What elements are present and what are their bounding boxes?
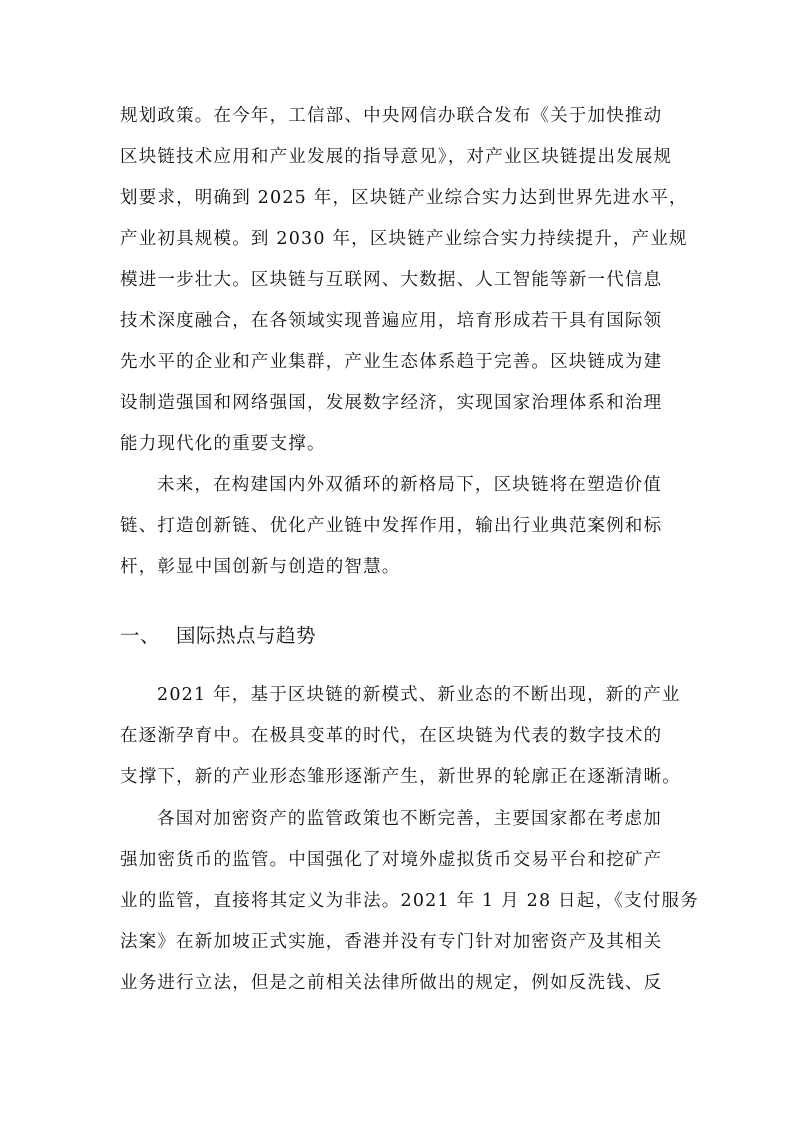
paragraph-4-line-4: 法案》在新加坡正式实施，香港并没有专门针对加密资产及其相关: [120, 932, 663, 952]
paragraph-1-line-7: 先水平的企业和产业集群，产业生态体系趋于完善。区块链成为建: [120, 352, 663, 372]
paragraph-4-line-3: 业的监管，直接将其定义为非法。2021 年 1 月 28 日起，《支付服务: [120, 891, 699, 911]
paragraph-4-line-1: 各国对加密资产的监管政策也不断完善，主要国家都在考虑加: [157, 809, 662, 829]
paragraph-1-line-4: 产业初具规模。到 2030 年，区块链产业综合实力持续提升，产业规: [120, 229, 688, 249]
paragraph-4-line-5: 业务进行立法，但是之前相关法律所做出的规定，例如反洗钱、反: [120, 973, 663, 993]
paragraph-1-line-3: 划要求，明确到 2025 年，区块链产业综合实力达到世界先进水平，: [120, 188, 688, 208]
paragraph-1-line-2: 区块链技术应用和产业发展的指导意见》，对产业区块链提出发展规: [120, 147, 673, 167]
paragraph-3-line-2: 在逐渐孕育中。在极具变革的时代，在区块链为代表的数字技术的: [120, 726, 663, 746]
paragraph-3-line-3: 支撑下，新的产业形态雏形逐渐产生，新世界的轮廓正在逐渐清晰。: [120, 767, 681, 787]
section-title: 国际热点与趋势: [176, 624, 317, 647]
paragraph-2-line-3: 杆，彰显中国创新与创造的智慧。: [120, 557, 401, 577]
paragraph-1-line-9: 能力现代化的重要支撑。: [120, 434, 326, 454]
paragraph-1-line-8: 设制造强国和网络强国，发展数字经济，实现国家治理体系和治理: [120, 393, 663, 413]
paragraph-1-line-1: 规划政策。在今年，工信部、中央网信办联合发布《关于加快推动: [120, 106, 663, 126]
paragraph-2-line-2: 链、打造创新链、优化产业链中发挥作用，输出行业典范案例和标: [120, 516, 663, 536]
paragraph-1-line-6: 技术深度融合，在各领域实现普遍应用，培育形成若干具有国际领: [120, 311, 663, 331]
section-heading: [120, 622, 316, 650]
section-number: 一、: [120, 624, 161, 647]
paragraph-3-line-1: 2021 年，基于区块链的新模式、新业态的不断出现，新的产业: [157, 685, 681, 705]
paragraph-1-line-5: 模进一步壮大。区块链与互联网、大数据、人工智能等新一代信息: [120, 270, 663, 290]
paragraph-4-line-2: 强加密货币的监管。中国强化了对境外虚拟货币交易平台和挖矿产: [120, 850, 663, 870]
paragraph-2-line-1: 未来，在构建国内外双循环的新格局下，区块链将在塑造价值: [157, 475, 662, 495]
